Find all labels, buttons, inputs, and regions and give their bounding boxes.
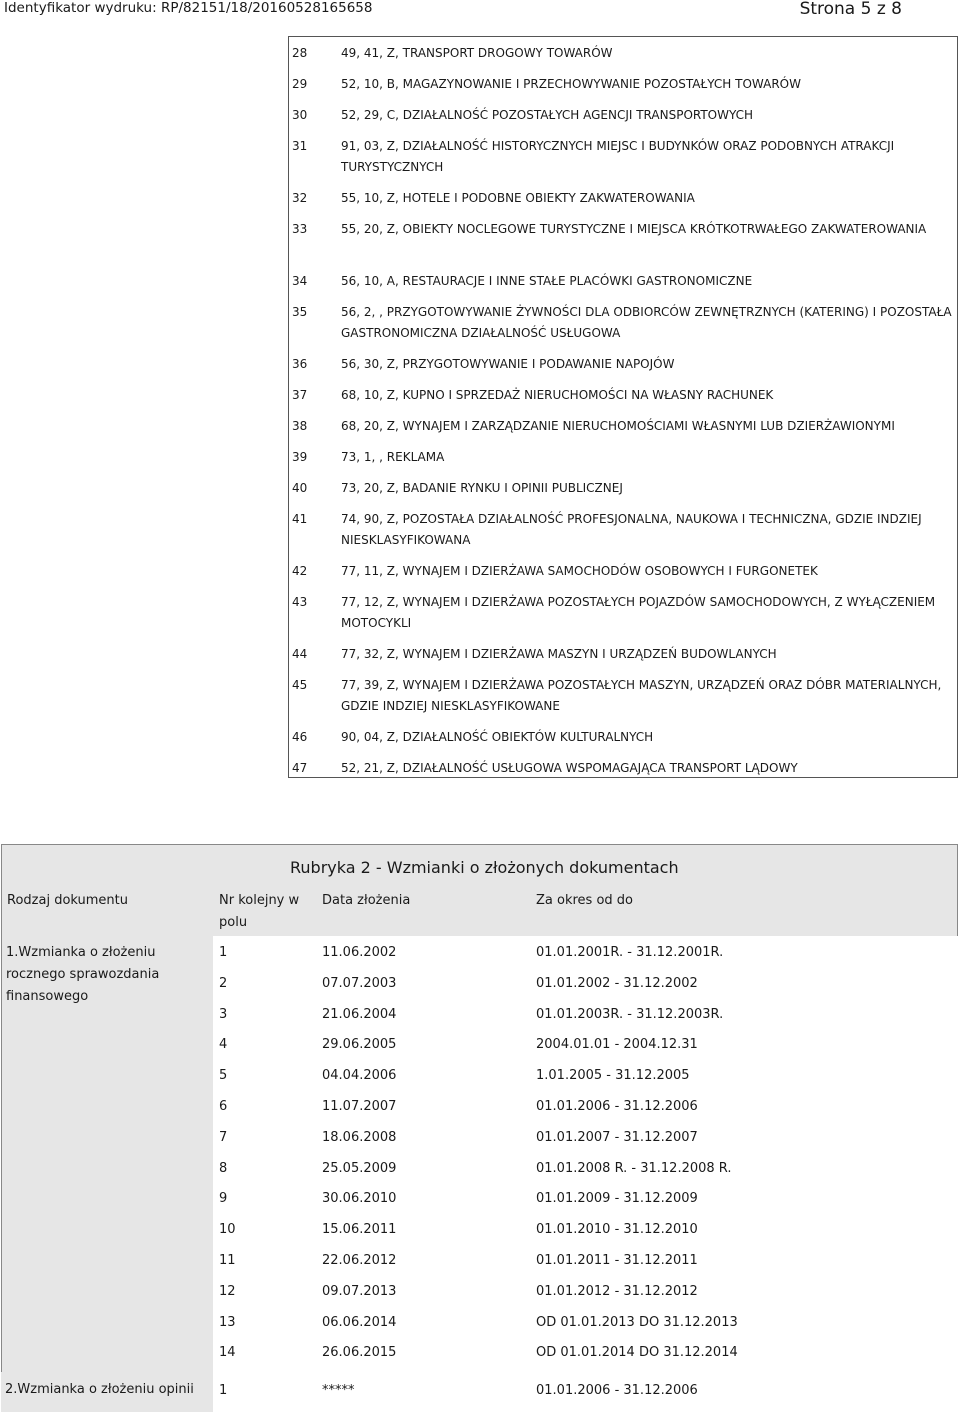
table-row bbox=[213, 1094, 958, 1122]
pkd-row-description: 56, 10, A, RESTAURACJE I INNE STAŁE PLACÓWKI GASTRONOMICZNE bbox=[341, 274, 753, 288]
pkd-row-number: 31 bbox=[292, 139, 308, 153]
pkd-row-number: 29 bbox=[292, 77, 308, 91]
row-nr: 4 bbox=[219, 1037, 228, 1053]
table-row bbox=[213, 1340, 958, 1368]
doc-type-annual-report: 1.Wzmianka o złożeniu rocznego sprawozdania finansowego bbox=[6, 945, 160, 1004]
row-date: 07.07.2003 bbox=[322, 975, 397, 991]
pkd-row-number: 42 bbox=[292, 564, 308, 578]
pkd-row-number: 34 bbox=[292, 274, 308, 288]
pkd-row-description: 68, 20, Z, WYNAJEM I ZARZĄDZANIE NIERUCHOMOŚCIAMI WŁASNYMI LUB DZIERŻAWIONYMI bbox=[341, 419, 895, 433]
opinion-row-cells bbox=[213, 1372, 958, 1412]
row-date: 11.06.2002 bbox=[322, 945, 397, 960]
row-period: 01.01.2009 - 31.12.2009 bbox=[536, 1191, 698, 1207]
pkd-row-description: 55, 10, Z, HOTELE I PODOBNE OBIEKTY ZAKWATEROWANIA bbox=[341, 191, 695, 205]
pkd-row-number: 46 bbox=[292, 730, 308, 744]
row-date: 09.07.2013 bbox=[322, 1283, 397, 1299]
row-date: 22.06.2012 bbox=[322, 1253, 397, 1268]
pkd-row-description: 77, 39, Z, WYNAJEM I DZIERŻAWA POZOSTAŁYCH MASZYN, URZĄDZEŃ ORAZ DÓBR MATERIALNYCH, GDZIE INDZIEJ NIESKLASYFIKOWANE bbox=[341, 678, 942, 713]
opinion-period: 01.01.2006 - 31.12.2006 bbox=[536, 1383, 698, 1398]
row-period: 01.01.2002 - 31.12.2002 bbox=[536, 975, 698, 991]
pkd-row-number: 43 bbox=[292, 595, 308, 609]
row-date: 25.05.2009 bbox=[322, 1160, 397, 1176]
rubryka-title: Rubryka 2 - Wzmianki o złożonych dokumentach bbox=[290, 858, 679, 877]
column-header-doc-type: Rodzaj dokumentu bbox=[7, 893, 128, 908]
table-row bbox=[213, 1279, 958, 1307]
row-date: 15.06.2011 bbox=[322, 1222, 397, 1238]
row-nr: 6 bbox=[219, 1099, 228, 1114]
row-date: 21.06.2004 bbox=[322, 1006, 397, 1022]
column-header-nr: Nr kolejny w polu bbox=[219, 893, 300, 930]
pkd-row-description: 73, 1, , REKLAMA bbox=[341, 450, 445, 464]
pkd-row-number: 35 bbox=[292, 305, 308, 319]
row-nr: 12 bbox=[219, 1283, 236, 1299]
row-nr: 2 bbox=[219, 975, 228, 991]
table-row bbox=[213, 1156, 958, 1184]
pkd-row-description: 73, 20, Z, BADANIE RYNKU I OPINII PUBLICZNEJ bbox=[341, 481, 623, 495]
print-identifier: Identyfikator wydruku: RP/82151/18/20160528165658 bbox=[4, 0, 373, 16]
page-number: Strona 5 z 8 bbox=[799, 0, 902, 19]
pkd-row-number: 45 bbox=[292, 678, 308, 692]
row-period: 01.01.2008 R. - 31.12.2008 R. bbox=[536, 1160, 732, 1176]
row-period: 01.01.2010 - 31.12.2010 bbox=[536, 1222, 698, 1238]
table-row bbox=[213, 1310, 958, 1338]
pkd-row-number: 32 bbox=[292, 191, 308, 205]
table-row bbox=[213, 1063, 958, 1091]
table-row bbox=[213, 1125, 958, 1153]
pkd-table bbox=[288, 36, 958, 778]
row-nr: 10 bbox=[219, 1222, 236, 1238]
row-date: 29.06.2005 bbox=[322, 1037, 397, 1053]
table-row bbox=[213, 1002, 958, 1030]
row-period: 2004.01.01 - 2004.12.31 bbox=[536, 1037, 698, 1053]
pkd-row-number: 47 bbox=[292, 761, 308, 775]
row-period: 1.01.2005 - 31.12.2005 bbox=[536, 1068, 690, 1084]
pkd-row-number: 28 bbox=[292, 46, 308, 60]
row-period: OD 01.01.2014 DO 31.12.2014 bbox=[536, 1345, 738, 1361]
pkd-row-description: 49, 41, Z, TRANSPORT DROGOWY TOWARÓW bbox=[341, 46, 613, 60]
opinion-nr: 1 bbox=[219, 1383, 228, 1398]
doc-type-opinion: 2.Wzmianka o złożeniu opinii bbox=[5, 1382, 194, 1397]
row-period: 01.01.2007 - 31.12.2007 bbox=[536, 1129, 698, 1145]
row-nr: 5 bbox=[219, 1068, 228, 1084]
pkd-row-description: 74, 90, Z, POZOSTAŁA DZIAŁALNOŚĆ PROFESJONALNA, NAUKOWA I TECHNICZNA, GDZIE INDZIEJ NIESKLASYFIKOWANA bbox=[341, 512, 922, 547]
opinion-row bbox=[1, 1372, 958, 1412]
pkd-row-description: 91, 03, Z, DZIAŁALNOŚĆ HISTORYCZNYCH MIEJSC I BUDYNKÓW ORAZ PODOBNYCH ATRAKCJI TURYSTYCZNYCH bbox=[341, 139, 895, 174]
doc-type-column bbox=[1, 884, 213, 1412]
column-header-period: Za okres od do bbox=[536, 893, 633, 908]
pkd-row-description: 77, 12, Z, WYNAJEM I DZIERŻAWA POZOSTAŁYCH POJAZDÓW SAMOCHODOWYCH, Z WYŁĄCZENIEM MOTOCYKLI bbox=[341, 595, 936, 630]
row-nr: 9 bbox=[219, 1191, 228, 1207]
pkd-row-number: 30 bbox=[292, 108, 308, 122]
row-date: 26.06.2015 bbox=[322, 1345, 397, 1361]
column-header-bar bbox=[213, 884, 958, 936]
row-nr: 8 bbox=[219, 1160, 228, 1176]
row-period: OD 01.01.2013 DO 31.12.2013 bbox=[536, 1314, 738, 1330]
row-period: 01.01.2006 - 31.12.2006 bbox=[536, 1099, 698, 1114]
row-period: 01.01.2011 - 31.12.2011 bbox=[536, 1253, 698, 1268]
rubryka-rows bbox=[213, 936, 958, 1380]
pkd-row-number: 41 bbox=[292, 512, 308, 526]
pkd-row-number: 40 bbox=[292, 481, 308, 495]
table-row bbox=[213, 1186, 958, 1214]
row-nr: 7 bbox=[219, 1129, 228, 1145]
row-period: 01.01.2012 - 31.12.2012 bbox=[536, 1283, 698, 1299]
row-nr: 1 bbox=[219, 945, 228, 960]
pkd-row-description: 90, 04, Z, DZIAŁALNOŚĆ OBIEKTÓW KULTURALNYCH bbox=[341, 730, 654, 744]
pkd-row-description: 56, 30, Z, PRZYGOTOWYWANIE I PODAWANIE NAPOJÓW bbox=[341, 357, 675, 371]
row-date: 30.06.2010 bbox=[322, 1191, 397, 1207]
pkd-row-description: 52, 10, B, MAGAZYNOWANIE I PRZECHOWYWANIE POZOSTAŁYCH TOWARÓW bbox=[341, 77, 801, 91]
pkd-row-description: 55, 20, Z, OBIEKTY NOCLEGOWE TURYSTYCZNE I MIEJSCA KRÓTKOTRWAŁEGO ZAKWATEROWANIA bbox=[341, 222, 927, 236]
opinion-date: ***** bbox=[322, 1383, 355, 1398]
pkd-row-number: 39 bbox=[292, 450, 308, 464]
row-nr: 11 bbox=[219, 1253, 236, 1268]
pkd-row-description: 77, 32, Z, WYNAJEM I DZIERŻAWA MASZYN I URZĄDZEŃ BUDOWLANYCH bbox=[341, 647, 777, 661]
pkd-row-number: 33 bbox=[292, 222, 308, 236]
column-header-date: Data złożenia bbox=[322, 893, 411, 908]
pkd-row-number: 37 bbox=[292, 388, 308, 402]
pkd-row-number: 44 bbox=[292, 647, 308, 661]
row-date: 04.04.2006 bbox=[322, 1068, 397, 1084]
row-nr: 14 bbox=[219, 1345, 236, 1361]
table-row bbox=[213, 1032, 958, 1060]
rubryka-title-bar bbox=[1, 844, 958, 884]
row-period: 01.01.2003R. - 31.12.2003R. bbox=[536, 1006, 724, 1022]
pkd-row-description: 56, 2, , PRZYGOTOWYWANIE ŻYWNOŚCI DLA ODBIORCÓW ZEWNĘTRZNYCH (KATERING) I POZOSTAŁA GASTRONOMICZNA DZIAŁALNOŚĆ USŁUGOWA bbox=[341, 305, 952, 340]
pkd-row-description: 52, 21, Z, DZIAŁALNOŚĆ USŁUGOWA WSPOMAGAJĄCA TRANSPORT LĄDOWY bbox=[341, 761, 798, 775]
row-date: 11.07.2007 bbox=[322, 1099, 397, 1114]
pkd-row-description: 52, 29, C, DZIAŁALNOŚĆ POZOSTAŁYCH AGENCJI TRANSPORTOWYCH bbox=[341, 108, 754, 122]
pkd-row-description: 68, 10, Z, KUPNO I SPRZEDAŻ NIERUCHOMOŚCI NA WŁASNY RACHUNEK bbox=[341, 388, 774, 402]
pkd-row-number: 36 bbox=[292, 357, 308, 371]
row-nr: 13 bbox=[219, 1314, 236, 1330]
row-date: 06.06.2014 bbox=[322, 1314, 397, 1330]
rubryka-2-table bbox=[0, 844, 958, 1412]
row-period: 01.01.2001R. - 31.12.2001R. bbox=[536, 945, 724, 960]
table-row bbox=[213, 940, 958, 968]
row-date: 18.06.2008 bbox=[322, 1129, 397, 1145]
table-row bbox=[213, 971, 958, 999]
pkd-row-description: 77, 11, Z, WYNAJEM I DZIERŻAWA SAMOCHODÓW OSOBOWYCH I FURGONETEK bbox=[341, 564, 818, 578]
pkd-row-number: 38 bbox=[292, 419, 308, 433]
row-nr: 3 bbox=[219, 1006, 228, 1022]
table-row bbox=[213, 1248, 958, 1276]
table-row bbox=[213, 1217, 958, 1245]
